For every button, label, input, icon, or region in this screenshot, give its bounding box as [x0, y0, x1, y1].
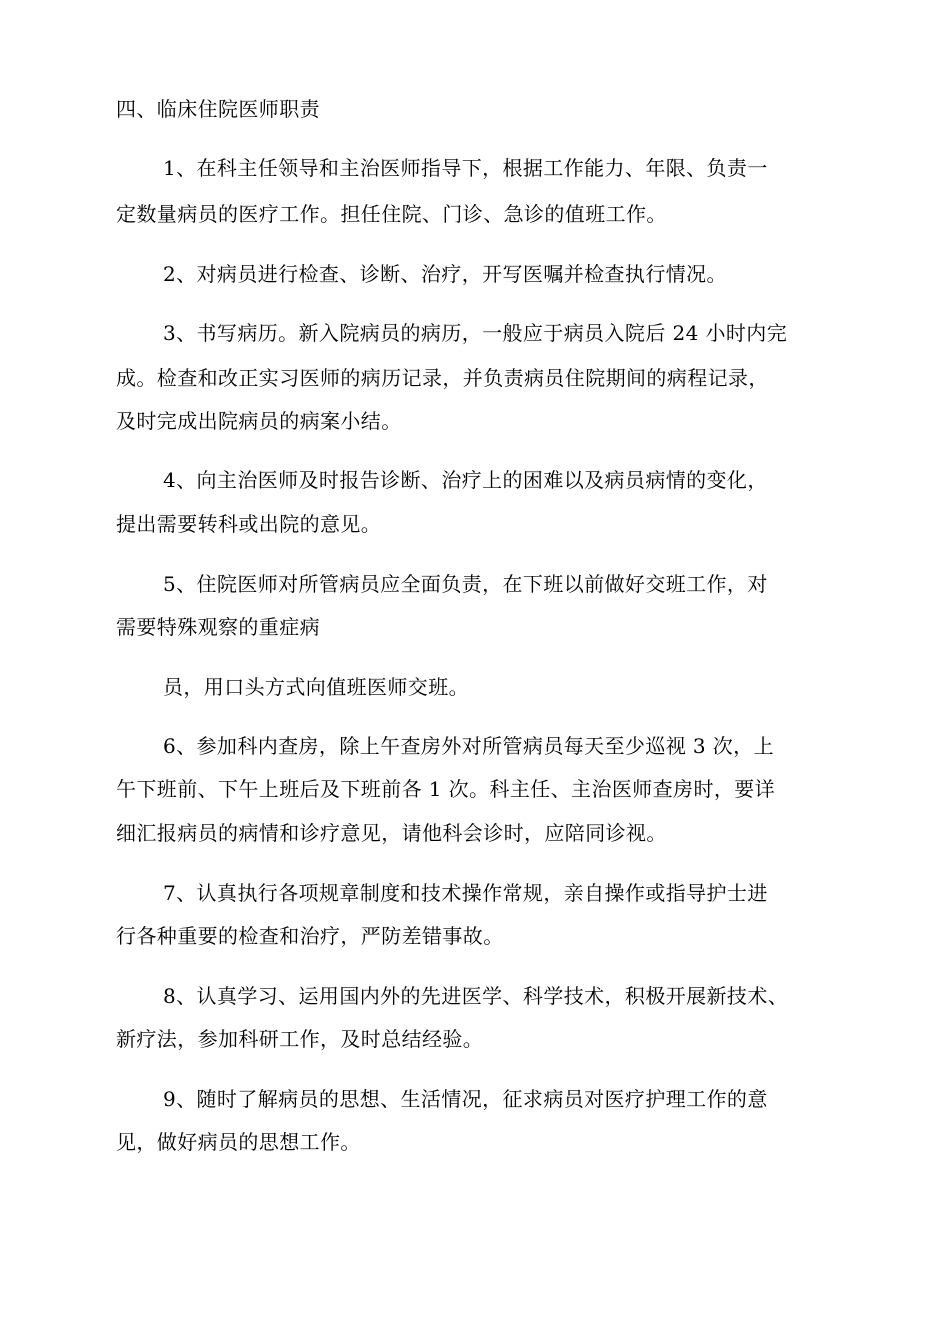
item-8-line-2: 新疗法，参加科研工作，及时总结经验。 — [116, 1027, 484, 1051]
item-7-line-2: 行各种重要的检查和治疗，严防差错事故。 — [116, 924, 504, 948]
item-5-line-3: 员，用口头方式向值班医师交班。 — [163, 675, 469, 699]
item-3-line-2: 成。检查和改正实习医师的病历记录，并负责病员住院期间的病程记录， — [116, 366, 769, 390]
item-3-line-1: 3、书写病历。新入院病员的病历，一般应于病员入院后 24 小时内完 — [163, 321, 788, 345]
item-1-line-1: 1、在科主任领导和主治医师指导下，根据工作能力、年限、负责一 — [163, 156, 768, 180]
item-6-line-1: 6、参加科内查房，除上午查房外对所管病员每天至少巡视 3 次，上 — [163, 734, 774, 758]
item-5-line-1: 5、住院医师对所管病员应全面负责，在下班以前做好交班工作，对 — [163, 572, 768, 596]
item-4-line-2: 提出需要转科或出院的意见。 — [116, 512, 382, 536]
item-6-line-2: 午下班前、下午上班后及下班前各 1 次。科主任、主治医师查房时，要详 — [116, 777, 776, 801]
item-1-line-2: 定数量病员的医疗工作。担任住院、门诊、急诊的值班工作。 — [116, 202, 667, 226]
item-3-line-3: 及时完成出院病员的病案小结。 — [116, 409, 402, 433]
section-heading: 四、临床住院医师职责 — [116, 97, 320, 121]
item-9-line-2: 见，做好病员的思想工作。 — [116, 1130, 361, 1154]
item-9-line-1: 9、随时了解病员的思想、生活情况，征求病员对医疗护理工作的意 — [163, 1087, 768, 1111]
item-4-line-1: 4、向主治医师及时报告诊断、治疗上的困难以及病员病情的变化， — [163, 468, 768, 492]
item-2-line-1: 2、对病员进行检查、诊断、治疗，开写医嘱并检查执行情况。 — [163, 262, 727, 286]
item-6-line-3: 细汇报病员的病情和诊疗意见，请他科会诊时，应陪同诊视。 — [116, 821, 667, 845]
item-8-line-1: 8、认真学习、运用国内外的先进医学、科学技术，积极开展新技术、 — [163, 984, 789, 1008]
item-7-line-1: 7、认真执行各项规章制度和技术操作常规，亲自操作或指导护士进 — [163, 881, 768, 905]
item-5-line-2: 需要特殊观察的重症病 — [116, 615, 320, 639]
